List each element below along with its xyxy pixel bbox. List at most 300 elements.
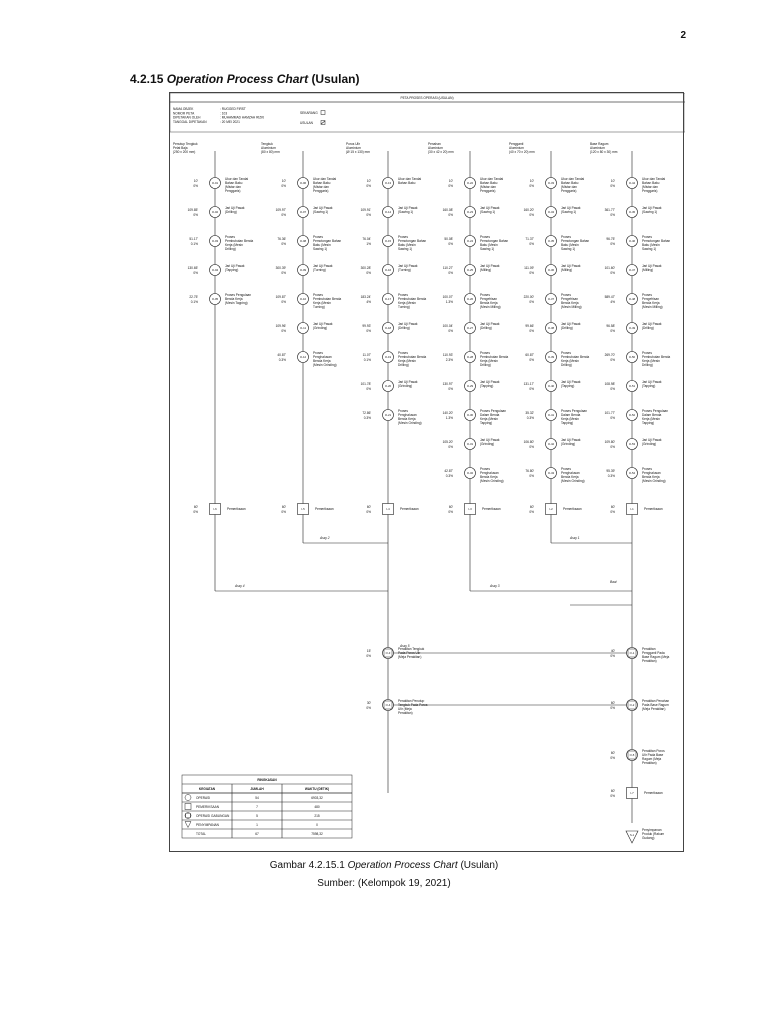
inspection-id: I-6	[213, 507, 217, 512]
operation-percent: 0%	[529, 387, 534, 391]
assy-label: Baut	[610, 580, 617, 584]
operation-percent: 0%	[529, 271, 534, 275]
operation-desc: Benda Kerja	[480, 301, 498, 305]
operation-desc: (Mesin Grinding)	[398, 421, 422, 425]
operation-desc: Jari Uji Pasak	[225, 264, 245, 268]
caption-prefix: Gambar 4.2.15.1	[269, 860, 345, 871]
operation-id: O-25	[466, 268, 474, 273]
operation-percent: 0%	[529, 445, 534, 449]
operation-desc: Kerja (Mesin	[642, 417, 660, 421]
operation-desc: Ukur dan Tandai	[313, 177, 337, 181]
operation-time: 10'	[281, 179, 286, 183]
column-title: Base Ragum	[590, 142, 609, 146]
operation-percent: 0%	[281, 329, 286, 333]
operation-time: 101.78'	[360, 382, 371, 386]
storage-triangle	[626, 831, 638, 843]
assembly-desc: Perakitan Tengkuk	[398, 647, 425, 651]
operation-desc: Kerja (Mesin	[561, 359, 579, 363]
inspection-desc: Pemeriksaan	[644, 507, 663, 511]
operation-desc: Penghalusan	[480, 471, 499, 475]
operation-percent: 0%	[193, 271, 198, 275]
summary-activity: TOTAL	[196, 832, 206, 836]
operation-desc: (Drilling)	[480, 326, 492, 330]
operation-percent: 0%	[610, 329, 615, 333]
operation-id: O-50	[628, 355, 636, 360]
column-title: (120 x 80 x 30) mm	[590, 150, 618, 154]
inspection-desc: Pemeriksaan	[482, 507, 501, 511]
operation-id: O-13	[384, 181, 392, 186]
operation-desc: Kerja (Mesin	[480, 417, 498, 421]
inspection-time: 60'	[366, 505, 371, 509]
operation-percent: 0%	[610, 416, 615, 420]
operation-desc: Benda Kerja	[480, 475, 498, 479]
operation-id: O-33	[547, 181, 555, 186]
operation-id: O-22	[466, 181, 474, 186]
summary-inspection-symbol	[185, 804, 191, 810]
inspection-time: 60'	[610, 505, 615, 509]
operation-percent: 0%	[366, 271, 371, 275]
operation-desc: Baku (Mesin	[561, 243, 579, 247]
operation-id: O-11	[299, 326, 307, 331]
operation-desc: Benda Kerja	[642, 475, 660, 479]
operation-desc: Proses Pengulaan	[642, 409, 669, 413]
operation-desc: (Sawing 1)	[480, 210, 496, 214]
operation-id: O-35	[547, 239, 555, 244]
operation-time: 71.37'	[525, 237, 534, 241]
method-label: SEKARANG	[300, 111, 318, 115]
operation-desc: Baku (Mesin	[313, 243, 331, 247]
chart-canvas	[170, 93, 685, 853]
operation-percent: 0%	[529, 358, 534, 362]
final-inspection-percent: 0%	[610, 794, 615, 798]
assembly-id: O-5	[629, 753, 635, 758]
operation-desc: Proses	[313, 235, 323, 239]
inspection-time: 60'	[529, 505, 534, 509]
assembly-desc: (Meja Perakitan)	[642, 707, 666, 711]
operation-desc: Pemotongan Bahan	[398, 239, 427, 243]
storage-id: S-1	[629, 834, 635, 837]
operation-desc: Penggaris)	[313, 189, 329, 193]
operation-time: 42.87'	[444, 469, 453, 473]
summary-operation-symbol	[185, 795, 191, 801]
operation-desc: Proses	[642, 467, 652, 471]
inspection-desc: Pemeriksaan	[400, 507, 419, 511]
operation-desc: Dalam Benda	[642, 413, 662, 417]
summary-time: 0	[316, 823, 318, 827]
operation-id: O-26	[466, 297, 474, 302]
inspection-id: I-1	[630, 507, 634, 512]
operation-percent: 0.1%	[190, 300, 198, 304]
operation-desc: Jari Uji Pasak	[398, 264, 418, 268]
operation-time: 40.87'	[277, 353, 286, 357]
operation-desc: Penghalusan	[398, 413, 417, 417]
assembly-time: 15'	[366, 649, 371, 653]
operation-desc: Jari Uji Pasak	[225, 206, 245, 210]
operation-desc: Bahan Baku	[313, 181, 331, 185]
operation-desc: (Milling)	[480, 268, 492, 272]
assy-label: Assy 1	[570, 536, 580, 540]
summary-count: 7	[256, 805, 258, 809]
operation-id: O-31	[466, 442, 474, 447]
summary-time: 6903,32	[311, 796, 323, 800]
operation-time: 110.27'	[442, 266, 453, 270]
operation-time: 105.20'	[442, 440, 453, 444]
operation-desc: Jari Uji Pasak	[642, 322, 662, 326]
operation-id: O-24	[466, 239, 474, 244]
assembly-desc: Ulir Pada Base	[642, 753, 664, 757]
assembly-time: 60'	[610, 701, 615, 705]
operation-id: O-18	[384, 326, 392, 331]
operation-desc: Drilling)	[398, 363, 409, 367]
operation-desc: Sawing 1)	[480, 247, 495, 251]
operation-desc: Tapping)	[561, 421, 574, 425]
operation-desc: Benda Kerja	[642, 301, 660, 305]
operation-id: O-02	[211, 210, 219, 215]
operation-percent: 0%	[448, 271, 453, 275]
column-title: (80 x 80) mm	[261, 150, 280, 154]
operation-time: 22.75'	[189, 295, 198, 299]
operation-id: O-27	[466, 326, 474, 331]
operation-desc: Jari Uji Pasak	[313, 322, 333, 326]
info-label: TANGGAL DIPETAKAN	[173, 119, 207, 124]
operation-desc: Proses	[480, 293, 490, 297]
operation-percent: 0%	[448, 213, 453, 217]
operation-id: O-37	[547, 297, 555, 302]
operation-id: O-01	[211, 181, 219, 186]
operation-time: 99.66'	[525, 324, 534, 328]
figure-caption	[0, 860, 768, 871]
operation-desc: (Grinding)	[561, 442, 576, 446]
operation-id: O-23	[466, 210, 474, 215]
operation-desc: Sawing 1)	[313, 247, 328, 251]
assembly-id: O-2	[629, 703, 635, 708]
caption-italic: Operation Process Chart	[347, 860, 458, 871]
assembly-desc: Tengkuk Pada Poros	[398, 703, 428, 707]
info-value: : 20 MEI 2021	[220, 119, 240, 124]
assembly-desc: Perakitan	[642, 647, 656, 651]
operation-desc: Ukur dan Tandai	[398, 177, 422, 181]
operation-time: 96.75'	[606, 237, 615, 241]
operation-desc: Proses	[561, 467, 571, 471]
operation-desc: Proses Pengulaan	[225, 293, 252, 297]
summary-header: WAKTU (DETIK)	[304, 787, 330, 791]
operation-desc: Proses	[561, 235, 571, 239]
assembly-percent: 0%	[610, 706, 615, 710]
operation-id: O-10	[299, 297, 307, 302]
operation-desc: Proses	[642, 235, 652, 239]
operation-time: 183.24'	[360, 295, 371, 299]
operation-time: 109.85'	[187, 208, 198, 212]
operation-desc: (Grinding)	[313, 326, 328, 330]
operation-time: 109.80'	[604, 440, 615, 444]
operation-desc: Proses	[398, 351, 408, 355]
summary-activity: OPERASI GABUNGAN	[196, 814, 230, 818]
operation-time: 300.28'	[360, 266, 371, 270]
operation-desc: (Drilling)	[642, 326, 654, 330]
operation-desc: Pembubutan Benda	[313, 297, 342, 301]
assy-label: Assy 5	[400, 644, 410, 648]
inspection-id: I-3	[468, 507, 472, 512]
operation-percent: 0%	[610, 213, 615, 217]
operation-id: O-04	[211, 268, 219, 273]
assembly-desc: Pada Base Ragum	[642, 703, 669, 707]
operation-percent: 1.3%	[445, 300, 453, 304]
operation-percent: 2.3%	[445, 358, 453, 362]
operation-time: 99.93'	[362, 324, 371, 328]
operation-id: O-17	[384, 297, 392, 302]
operation-percent: 0.3%	[278, 358, 286, 362]
storage-desc: Gudang)	[642, 836, 655, 840]
operation-percent: 0%	[366, 329, 371, 333]
assembly-id: O-3	[385, 651, 391, 656]
operation-id: O-51	[628, 384, 636, 389]
operation-desc: Proses	[561, 293, 571, 297]
operation-desc: (Drilling)	[398, 326, 410, 330]
operation-desc: Baku (Mesin	[398, 243, 416, 247]
inspection-percent: 0%	[529, 510, 534, 514]
operation-desc: Pembubutan Benda	[561, 355, 590, 359]
operation-percent: 0%	[448, 387, 453, 391]
operation-desc: Penggaris)	[225, 189, 241, 193]
operation-id: O-05	[211, 297, 219, 302]
operation-desc: (Mesin Grinding)	[480, 479, 504, 483]
operation-id: O-21	[384, 413, 392, 418]
operation-time: 160.08'	[442, 208, 453, 212]
chart-title: PETA PROSES OPERASI (USULAN)	[400, 96, 454, 100]
operation-percent: 0%	[529, 213, 534, 217]
operation-percent: 0.3%	[363, 416, 371, 420]
operation-desc: Drilling)	[225, 247, 236, 251]
section-title-italic: Operation Process Chart	[166, 72, 309, 86]
operation-desc: (Tapping)	[561, 384, 575, 388]
assembly-percent: 0%	[366, 706, 371, 710]
column-title: Aluminium	[590, 146, 605, 150]
summary-count: 54	[255, 796, 259, 800]
operation-percent: 0%	[529, 329, 534, 333]
operation-time: 269.70'	[604, 353, 615, 357]
operation-time: 110.93'	[442, 353, 453, 357]
operation-percent: 0%	[529, 300, 534, 304]
summary-header: KEGIATAN	[198, 787, 216, 791]
assembly-id: O-1	[629, 651, 635, 656]
assembly-percent: 0%	[366, 654, 371, 658]
operation-time: 11.07'	[362, 353, 371, 357]
operation-time: 130.65'	[187, 266, 198, 270]
assembly-desc: Ragum (Meja	[642, 757, 662, 761]
operation-desc: Pengefrisan	[561, 297, 579, 301]
operation-id: O-53	[628, 442, 636, 447]
operation-desc: (Mistar dan	[642, 185, 658, 189]
inspection-desc: Pemeriksaan	[315, 507, 334, 511]
method-check-mark	[321, 121, 325, 124]
operation-desc: Tapping)	[480, 421, 493, 425]
operation-desc: (Tapping)	[480, 384, 494, 388]
operation-percent: 0%	[193, 213, 198, 217]
operation-id: O-15	[384, 239, 392, 244]
operation-percent: 0%	[610, 445, 615, 449]
operation-desc: Dalam Benda	[480, 413, 500, 417]
operation-desc: Dalam Benda	[561, 413, 581, 417]
column-title: Aluminium	[428, 146, 443, 150]
operation-id: O-47	[628, 268, 636, 273]
assembly-desc: Perakitan)	[642, 659, 657, 663]
operation-desc: Drilling)	[561, 363, 572, 367]
operation-desc: Proses	[313, 293, 323, 297]
operation-percent: 0.3%	[445, 474, 453, 478]
assembly-time: 40'	[610, 649, 615, 653]
operation-id: O-12	[299, 355, 307, 360]
operation-desc: (Drilling)	[561, 326, 573, 330]
operation-desc: (Sawing 1)	[313, 210, 329, 214]
column-title: (Ø 15 x 130) mm	[346, 150, 370, 154]
operation-desc: Jari Uji Pasak	[642, 380, 662, 384]
operation-time: 10'	[448, 179, 453, 183]
operation-time: 50.08'	[444, 237, 453, 241]
operation-percent: 0%	[610, 242, 615, 246]
operation-desc: Jari Uji Pasak	[561, 380, 581, 384]
operation-process-chart	[169, 92, 684, 852]
summary-title: RINGKASAN	[257, 778, 277, 782]
operation-desc: Kerja (Mesin	[642, 359, 660, 363]
operation-percent: 0%	[448, 445, 453, 449]
operation-desc: Proses	[398, 235, 408, 239]
operation-time: 10'	[610, 179, 615, 183]
operation-percent: 0%	[281, 184, 286, 188]
operation-desc: (Milling)	[642, 268, 654, 272]
operation-desc: Jari Uji Pasak	[642, 206, 662, 210]
operation-desc: (Sawing 1)	[398, 210, 414, 214]
operation-desc: Penggaris)	[480, 189, 496, 193]
operation-id: O-32	[466, 471, 474, 476]
operation-desc: Kerja (Mesin	[398, 359, 416, 363]
inspection-percent: 0%	[448, 510, 453, 514]
column-title: Tengkuk	[261, 142, 273, 146]
assy-label: Assy 3	[490, 584, 500, 588]
operation-desc: Jari Uji Pasak	[561, 322, 581, 326]
operation-desc: Jari Uji Pasak	[480, 264, 500, 268]
operation-percent: 0%	[529, 184, 534, 188]
summary-storage-symbol	[185, 822, 191, 828]
operation-desc: (Mesin Milling)	[642, 305, 663, 309]
operation-id: O-16	[384, 268, 392, 273]
operation-desc: Penggaris)	[561, 189, 577, 193]
operation-percent: 0%	[281, 213, 286, 217]
operation-id: O-43	[547, 471, 555, 476]
operation-desc: Benda Kerja	[225, 297, 243, 301]
operation-desc: Sawing 1)	[642, 247, 657, 251]
inspection-time: 60'	[281, 505, 286, 509]
operation-desc: (Mesin Grinding)	[561, 479, 585, 483]
operation-desc: Jari Uji Pasak	[313, 206, 333, 210]
operation-desc: Proses	[480, 467, 490, 471]
column-title: Pelat Baja	[173, 146, 188, 150]
inspection-percent: 0%	[366, 510, 371, 514]
operation-desc: Proses	[642, 351, 652, 355]
operation-id: O-03	[211, 239, 219, 244]
assembly-time: 60'	[610, 751, 615, 755]
operation-time: 96.58'	[606, 324, 615, 328]
operation-time: 10'	[366, 179, 371, 183]
operation-desc: Bahan Baku	[225, 181, 243, 185]
summary-header: JUMLAH	[250, 787, 264, 791]
operation-desc: Turning)	[398, 305, 410, 309]
operation-desc: Jari Uji Pasak	[561, 206, 581, 210]
operation-percent: 0.1%	[190, 242, 198, 246]
summary-count: 67	[255, 832, 259, 836]
operation-desc: Pemotongan Bahan	[480, 239, 509, 243]
operation-desc: Penghalusan	[642, 471, 661, 475]
operation-desc: Kerja (Mesin	[313, 301, 331, 305]
operation-id: O-20	[384, 384, 392, 389]
column-title: (250 x 200 mm)	[173, 150, 196, 154]
column-title: (30 x 42 x 20) mm	[428, 150, 454, 154]
operation-id: O-48	[628, 297, 636, 302]
operation-desc: Penghalusan	[561, 471, 580, 475]
operation-percent: 0%	[610, 358, 615, 362]
summary-count: 1	[256, 823, 258, 827]
operation-percent: 1.3%	[445, 416, 453, 420]
operation-time: 100.07'	[442, 295, 453, 299]
operation-time: 160.20'	[523, 208, 534, 212]
operation-time: 589.47'	[604, 295, 615, 299]
operation-id: O-29	[466, 384, 474, 389]
operation-id: O-46	[628, 239, 636, 244]
operation-desc: Kerja (Mesin	[225, 243, 243, 247]
operation-percent: 0%	[281, 271, 286, 275]
operation-id: O-44	[628, 181, 636, 186]
operation-desc: (Grinding)	[480, 442, 495, 446]
operation-desc: Jari Uji Pasak	[480, 438, 500, 442]
operation-desc: Ukur dan Tandai	[480, 177, 504, 181]
summary-time: 480	[314, 805, 320, 809]
section-number: 4.2.15	[130, 72, 164, 86]
operation-desc: (Tapping)	[642, 384, 656, 388]
operation-desc: Bahan Baku	[561, 181, 579, 185]
operation-desc: Proses Pengulaan	[561, 409, 588, 413]
operation-desc: Benda Kerja	[561, 301, 579, 305]
assy-label: Assy 4	[235, 584, 245, 588]
operation-desc: Turning)	[313, 305, 325, 309]
operation-percent: 0%	[448, 329, 453, 333]
operation-desc: Proses	[480, 351, 490, 355]
info-value: : MUHAMMAD HAMZAH RIZKI	[220, 115, 265, 120]
summary-time: 7598,32	[311, 832, 323, 836]
operation-percent: 0%	[366, 184, 371, 188]
operation-desc: (Mesin Milling)	[561, 305, 582, 309]
operation-percent: 1%	[366, 242, 371, 246]
operation-time: 95.39'	[606, 469, 615, 473]
info-label: NOMOR PETA	[173, 111, 195, 116]
final-inspection-desc: Pemeriksaan	[644, 791, 663, 795]
operation-percent: 0%	[366, 213, 371, 217]
assembly-percent: 0%	[610, 756, 615, 760]
operation-percent: 0%	[281, 242, 286, 246]
operation-id: O-07	[299, 210, 307, 215]
operation-desc: Baku (Mesin	[480, 243, 498, 247]
operation-id: O-40	[547, 384, 555, 389]
operation-desc: Pembubutan Benda	[398, 297, 427, 301]
operation-desc: (Mesin Grinding)	[313, 363, 337, 367]
operation-desc: Penggaris)	[642, 189, 658, 193]
assembly-desc: Perakitan)	[398, 711, 413, 715]
column-title: Poros Ulir	[346, 142, 360, 146]
operation-time: 76.80'	[525, 469, 534, 473]
operation-id: O-30	[466, 413, 474, 418]
operation-desc: Bahan Baku	[480, 181, 498, 185]
operation-desc: Drilling)	[642, 363, 653, 367]
info-value: : 103	[220, 111, 228, 116]
operation-desc: Jari Uji Pasak	[642, 264, 662, 268]
